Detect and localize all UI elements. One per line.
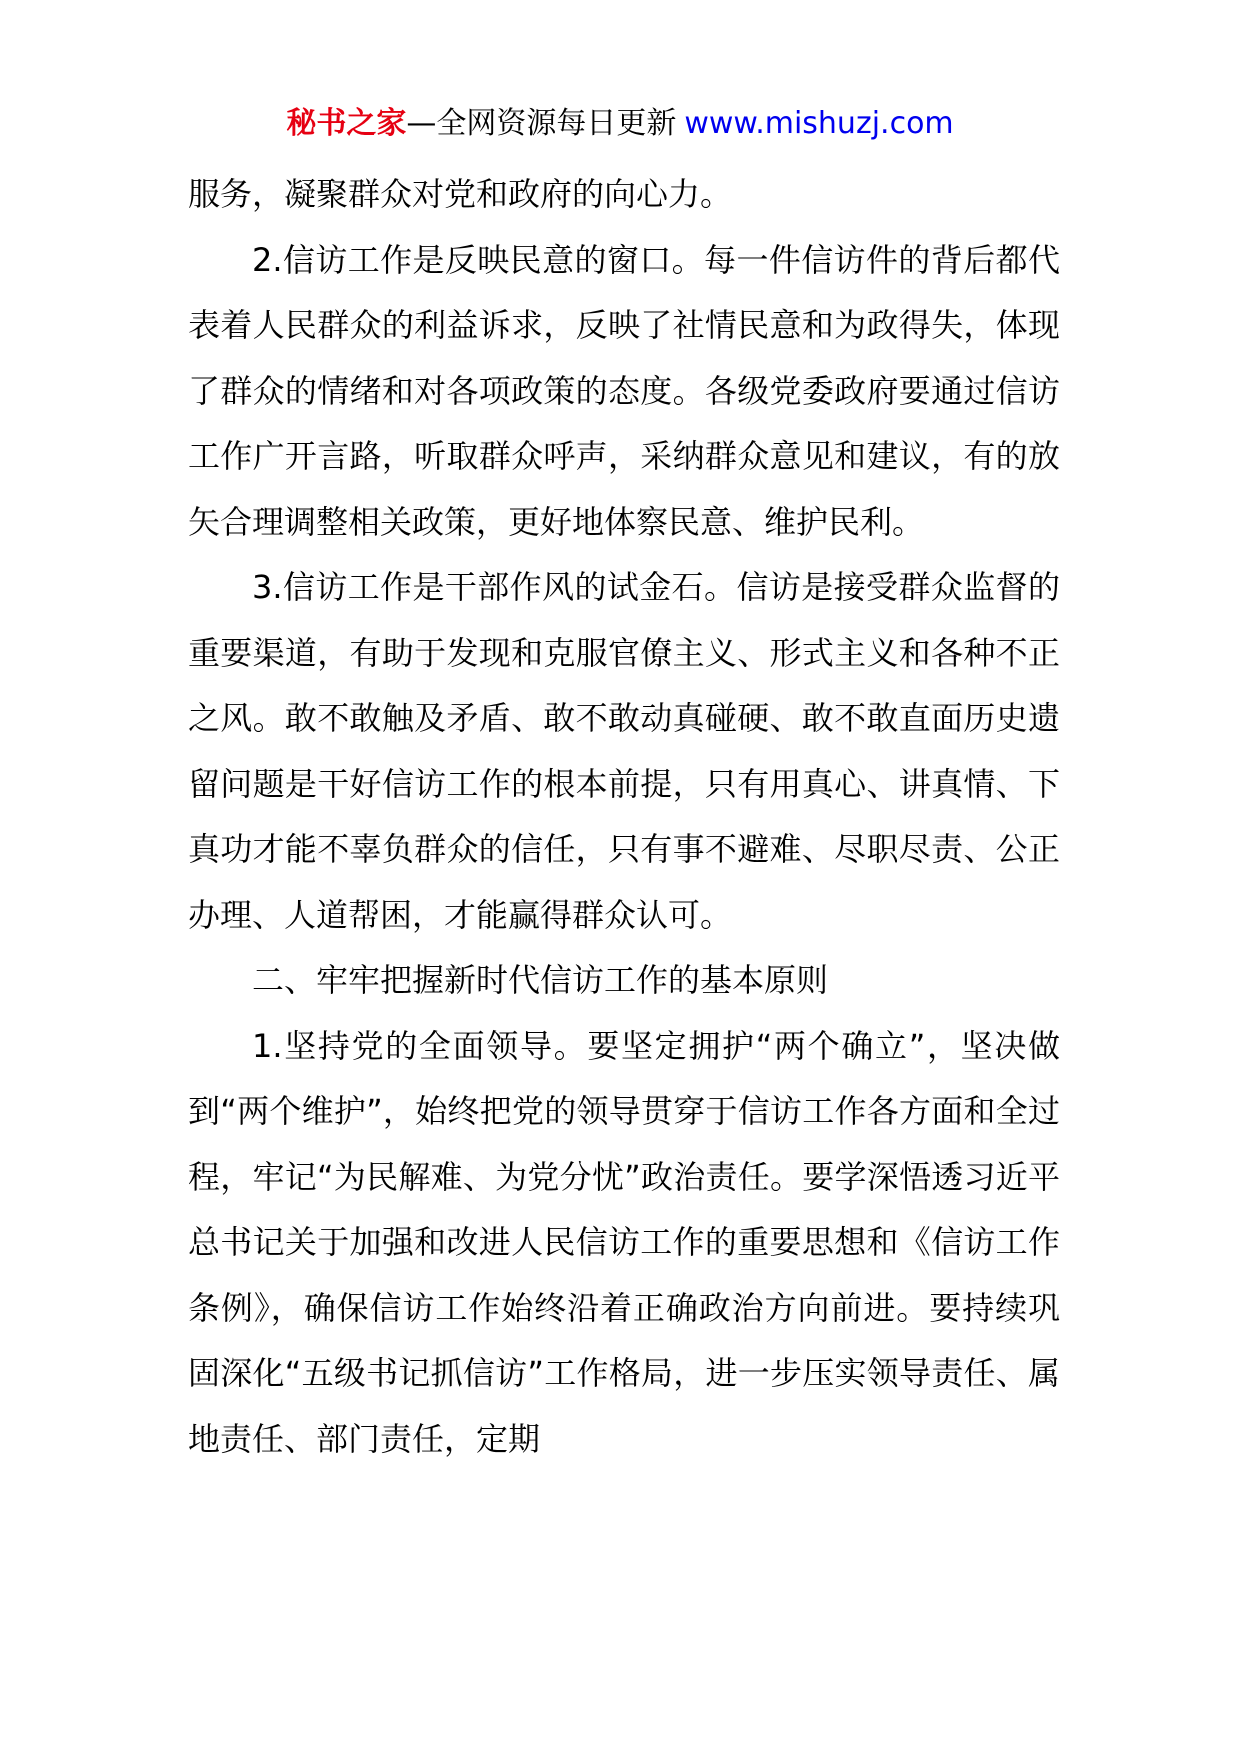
brand-name: 秘书之家 [286,106,407,141]
document-body [188,162,1060,1472]
paragraph-continuation: 服务，凝聚群众对党和政府的向心力。 [188,175,733,213]
website-link[interactable]: www.mishuzj.com [684,106,954,141]
section-heading: 二、牢牢把握新时代信访工作的基本原则 [252,961,829,999]
page-header [0,100,1240,148]
paragraph-item-3: 3.信访工作是干部作风的试金石。信访是接受群众监督的重要渠道，有助于发现和克服官僚主义、形式主义和各种不正之风。敢不敢触及矛盾、敢不敢动真碰硬、敢不敢直面历史遗留问题是干好信访工作的根本前提，只有用真心、讲真情、下真功才能不辜负群众的信任，只有事不避难、尽职尽责、公正办理、人道帮困，才能赢得群众认可。 [188,568,1060,934]
header-tagline: —全网资源每日更新 [406,106,677,141]
paragraph-principle-1: 1.坚持党的全面领导。要坚定拥护“两个确立”，坚决做到“两个维护”，始终把党的领导贯穿于信访工作各方面和全过程，牢记“为民解难、为党分忧”政治责任。要学深悟透习近平总书记关于加强和改进人民信访工作的重要思想和《信访工作条例》，确保信访工作始终沿着正确政治方向前进。要持续巩固深化“五级书记抓信访”工作格局，进一步压实领导责任、属地责任、部门责任，定期 [188,1026,1060,1458]
paragraph-item-2: 2.信访工作是反映民意的窗口。每一件信访件的背后都代表着人民群众的利益诉求，反映了社情民意和为政得失，体现了群众的情绪和对各项政策的态度。各级党委政府要通过信访工作广开言路，听取群众呼声，采纳群众意见和建议，有的放矢合理调整相关政策，更好地体察民意、维护民利。 [188,240,1060,541]
